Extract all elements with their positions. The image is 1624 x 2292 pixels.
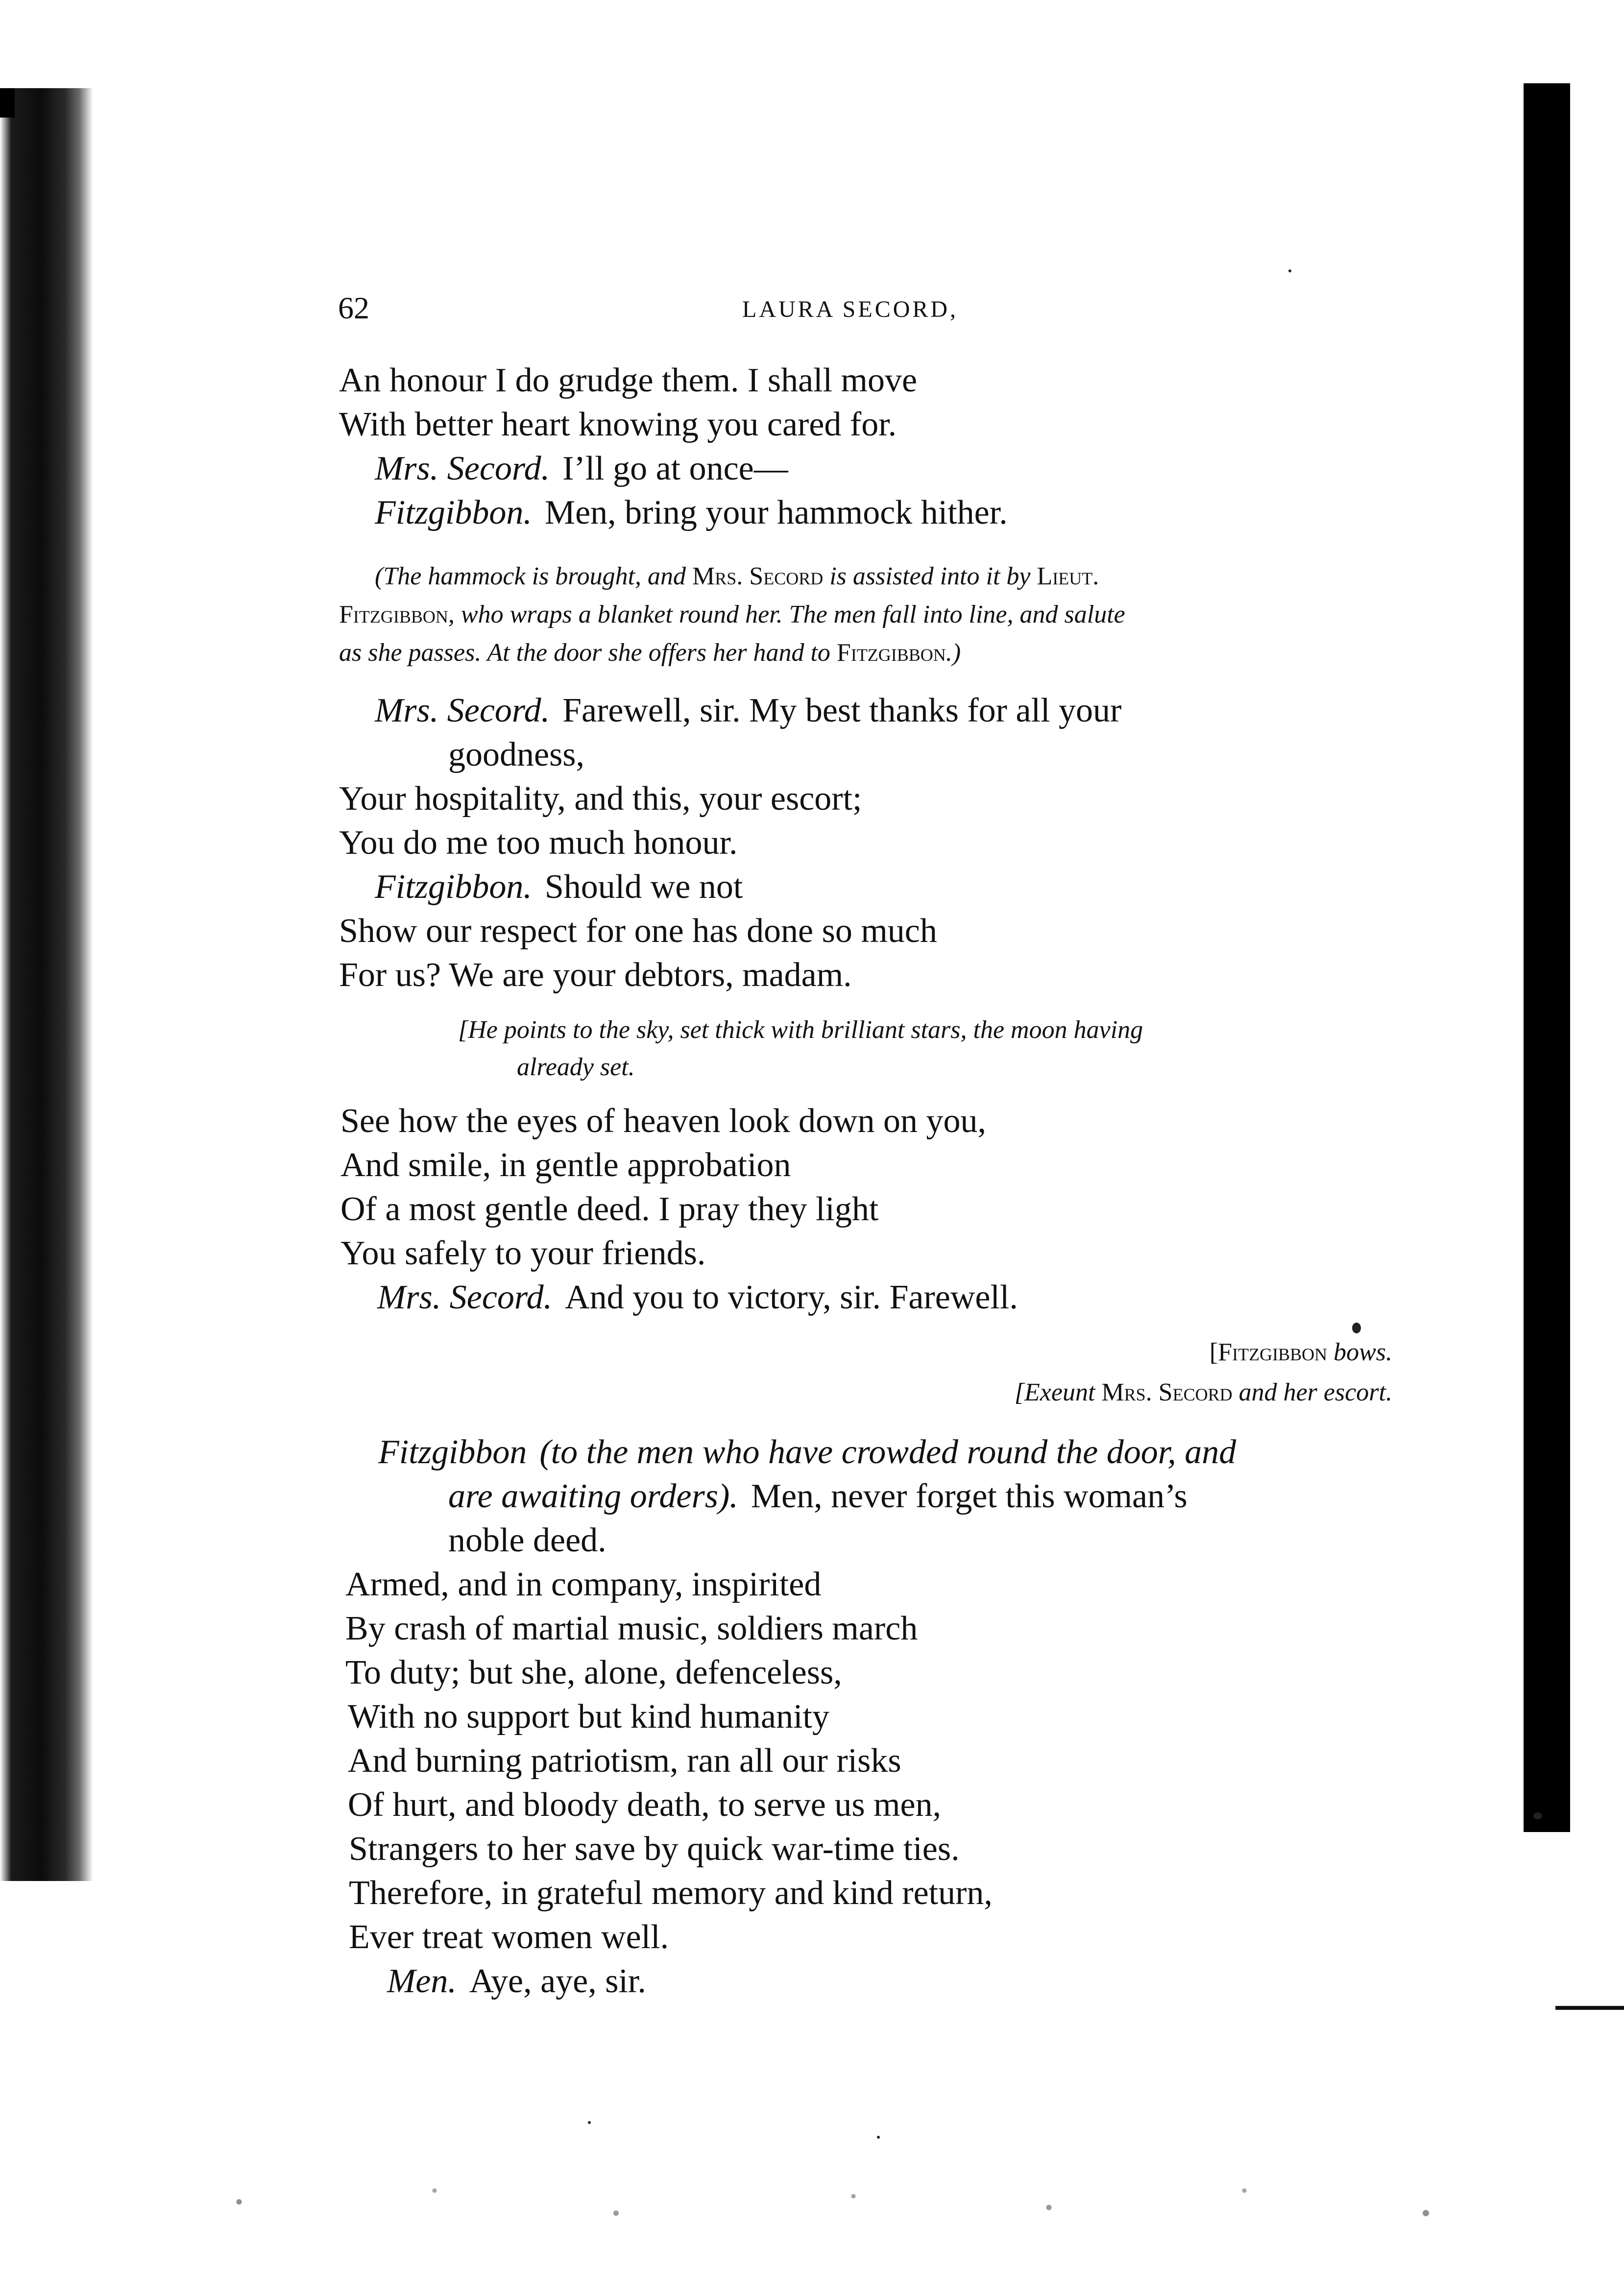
character-name: [Fitzgibbon [1209, 1338, 1328, 1366]
scan-border-right [1524, 83, 1570, 1832]
speaker-name: Fitzgibbon. [375, 868, 532, 906]
verse-line: For us? We are your debtors, madam. [339, 956, 852, 994]
stage-text: [Exeunt [1014, 1378, 1102, 1406]
stage-text: .) [945, 639, 961, 667]
speech-text: I’ll go at once— [562, 450, 788, 487]
verse-line: Ever treat women well. [349, 1918, 669, 1956]
character-name: Fitzgibbon [339, 601, 448, 628]
verse-line: An honour I do grudge them. I shall move [339, 362, 918, 399]
character-name: Mrs. Secord [692, 562, 824, 590]
stage-text: (The hammock is brought, and [375, 562, 693, 590]
speech-text: Aye, aye, sir. [469, 1962, 646, 2000]
verse-line: Strangers to her save by quick war-time ties. [349, 1830, 960, 1868]
character-name: Fitzgibbon [836, 639, 946, 667]
scan-speck [588, 2121, 591, 2124]
speech-continuation: goodness, [448, 736, 585, 773]
speech-line [375, 447, 788, 491]
stage-text: is assisted into it by [823, 562, 1037, 590]
verse-line: With no support but kind humanity [348, 1698, 829, 1736]
scan-speck [1352, 1323, 1361, 1333]
verse-line: Your hospitality, and this, your escort; [339, 780, 862, 818]
speech-continuation: noble deed. [448, 1521, 606, 1559]
stage-direction-line: [He points to the sky, set thick with brilliant stars, the moon having [458, 1016, 1143, 1044]
scan-speck [1288, 269, 1291, 272]
verse-line: And burning patriotism, ran all our risks [348, 1742, 901, 1780]
verse-line: With better heart knowing you cared for. [339, 406, 897, 443]
verse-line: Therefore, in grateful memory and kind return, [349, 1874, 993, 1912]
verse-line: See how the eyes of heaven look down on you, [340, 1102, 987, 1140]
stage-exit-line [1015, 1375, 1392, 1410]
speech-line [375, 865, 743, 909]
verse-line: You safely to your friends. [340, 1234, 706, 1272]
speech-direction: are awaiting orders). [448, 1477, 738, 1515]
scan-border-left-tab [0, 88, 15, 118]
speech-line [378, 1430, 1236, 1474]
speech-line [375, 491, 1008, 535]
stage-direction-line [339, 596, 1125, 634]
verse-line: Show our respect for one has done so much [339, 912, 937, 950]
verse-line: Of hurt, and bloody death, to serve us men, [348, 1786, 942, 1824]
speech-line [377, 1276, 1018, 1320]
speaker-name: Fitzgibbon [378, 1433, 527, 1471]
speaker-name: Mrs. Secord. [377, 1279, 553, 1316]
stage-text: bows. [1327, 1338, 1392, 1366]
speaker-name: Fitzgibbon. [375, 494, 532, 531]
speech-line [387, 1959, 646, 2003]
stage-text: as she passes. At the door she offers her hand to [339, 639, 837, 667]
stage-direction-line: already set. [517, 1053, 635, 1081]
character-name: Lieut. [1037, 562, 1099, 590]
page-number: 62 [338, 290, 369, 325]
scan-speck [1533, 1812, 1542, 1819]
speech-line [375, 689, 1121, 733]
speech-text: Farewell, sir. My best thanks for all your [562, 692, 1122, 729]
stage-text: , who wraps a blanket round her. The men fall into line, and salute [448, 601, 1125, 628]
verse-line: And smile, in gentle approbation [340, 1146, 791, 1184]
stage-text: and her escort. [1232, 1378, 1392, 1406]
scan-edge-line [1555, 2006, 1624, 2010]
speaker-name: Mrs. Secord. [375, 450, 550, 487]
speech-direction: (to the men who have crowded round the door, and [539, 1433, 1236, 1471]
speaker-name: Mrs. Secord. [375, 692, 550, 729]
stage-direction-line [375, 557, 1099, 596]
speaker-name: Men. [387, 1962, 457, 2000]
scan-border-left [0, 88, 93, 1881]
verse-line: You do me too much honour. [339, 824, 738, 862]
running-head: LAURA SECORD, [742, 296, 959, 322]
speech-text: Men, never forget this woman’s [751, 1477, 1188, 1515]
speech-text: Men, bring your hammock hither. [544, 494, 1008, 531]
scan-noise-bottom [127, 2146, 1524, 2258]
stage-direction-line [339, 634, 961, 672]
speech-text: And you to victory, sir. Farewell. [565, 1279, 1018, 1316]
verse-line: Of a most gentle deed. I pray they light [340, 1190, 879, 1228]
character-name: Mrs. Secord [1101, 1378, 1233, 1406]
speech-line [448, 1474, 1188, 1519]
stage-exit-line [1210, 1335, 1392, 1370]
verse-line: To duty; but she, alone, defenceless, [345, 1654, 842, 1691]
speech-text: Should we not [544, 868, 743, 906]
verse-line: By crash of martial music, soldiers march [345, 1610, 918, 1647]
scan-speck [877, 2136, 880, 2139]
verse-line: Armed, and in company, inspirited [345, 1566, 822, 1603]
